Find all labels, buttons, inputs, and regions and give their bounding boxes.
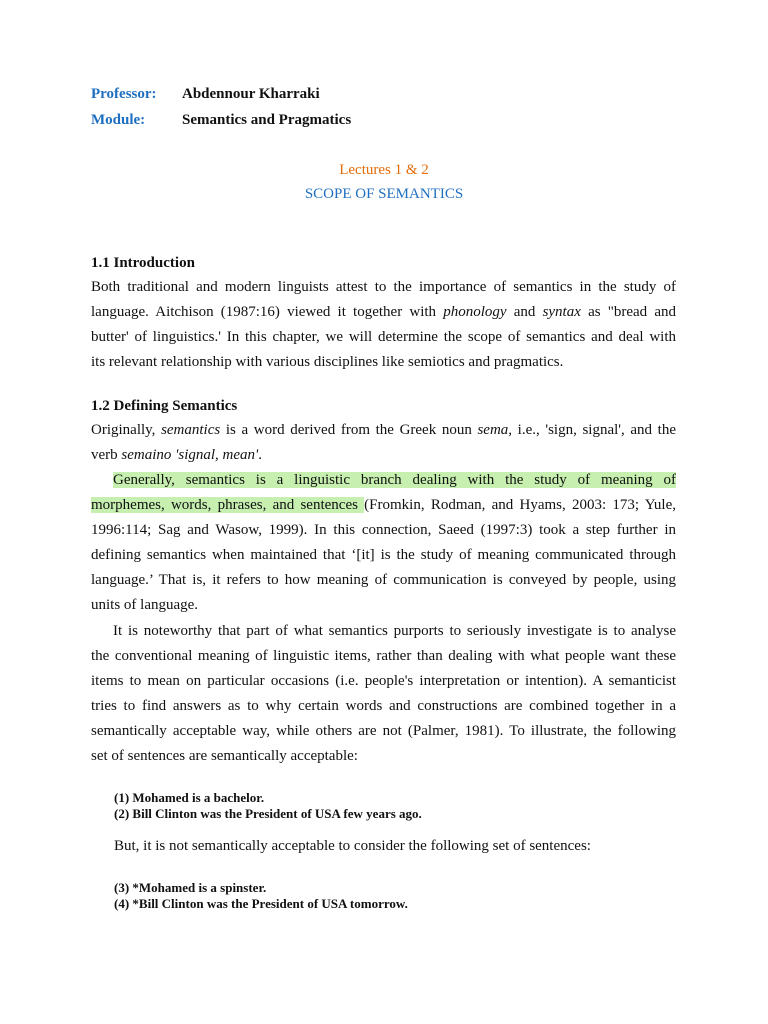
def-p2-line-3: 1996:114; Sag and Wasow, 1999). In this connection, Saeed (1997:3) took a step further in: [91, 522, 676, 538]
transition-sentence: But, it is not semantically acceptable to consider the following set of sentences:: [114, 838, 591, 854]
def-p3-line-3: items to mean on particular occasions (i.e. people's interpretation or intention). A semanticist: [91, 673, 676, 689]
def-p1-line-2: verb semaino 'signal, mean'.: [91, 447, 262, 463]
defining-paragraph-1: [91, 418, 676, 468]
module-label: Module:: [91, 112, 146, 128]
lecture-number: Lectures 1 & 2: [339, 162, 429, 178]
highlighted-definition-1: Generally, semantics is a linguistic branch dealing with the study of meaning of: [113, 472, 676, 488]
introduction-paragraph: [91, 275, 676, 375]
unacceptable-examples: [114, 880, 408, 912]
section-heading-defining-semantics: 1.2 Defining Semantics: [91, 398, 238, 414]
module-row: [91, 112, 351, 129]
lecture-title: SCOPE OF SEMANTICS: [304, 186, 464, 202]
example-3: (3) *Mohamed is a spinster.: [114, 880, 267, 895]
def-p2-line-6: units of language.: [91, 597, 199, 613]
intro-line-3: butter' of linguistics.' In this chapter, we will determine the scope of semantics and deal with: [91, 329, 676, 345]
defining-paragraph-3: [91, 619, 676, 769]
def-p2-line-4: defining semantics when maintained that ‘[it] is the study of meaning communicated through: [91, 547, 676, 563]
professor-name: Abdennour Kharraki: [182, 86, 320, 102]
highlighted-definition-2: morphemes, words, phrases, and sentences: [91, 497, 365, 513]
def-p3-line-6: set of sentences are semantically acceptable:: [91, 748, 358, 764]
def-p2-line-5: language.’ That is, it refers to how meaning of communication is conveyed by people, using: [91, 572, 676, 588]
def-p2-line-1: [91, 468, 676, 493]
section-heading-introduction: 1.1 Introduction: [91, 255, 195, 271]
example-4: (4) *Bill Clinton was the President of USA tomorrow.: [114, 896, 408, 911]
module-name: Semantics and Pragmatics: [182, 112, 352, 128]
intro-line-1: Both traditional and modern linguists attest to the importance of semantics in the study of: [91, 279, 676, 295]
example-2: (2) Bill Clinton was the President of USA few years ago.: [114, 806, 422, 821]
def-p1-line-1: Originally, semantics is a word derived from the Greek noun sema, i.e., 'sign, signal', and the: [91, 422, 676, 438]
defining-paragraph-2: [91, 468, 676, 618]
def-p3-line-2: the conventional meaning of linguistic items, rather than dealing with what people want these: [91, 648, 676, 664]
example-1: (1) Mohamed is a bachelor.: [114, 790, 265, 805]
professor-label: Professor:: [91, 86, 157, 102]
def-p3-line-1: It is noteworthy that part of what semantics purports to seriously investigate is to analyse: [113, 623, 676, 639]
intro-line-2: language. Aitchison (1987:16) viewed it together with phonology and syntax as "bread and: [91, 304, 676, 320]
def-p2-line-2: morphemes, words, phrases, and sentences (Fromkin, Rodman, and Hyams, 2003: 173; Yule,: [91, 497, 676, 513]
def-p3-line-4: tries to find answers as to why certain words and constructions are combined together in a: [91, 698, 676, 714]
professor-row: [91, 86, 320, 103]
acceptable-examples: [114, 790, 422, 822]
intro-line-4: its relevant relationship with various disciplines like semiotics and pragmatics.: [91, 354, 564, 370]
def-p3-line-5: semantically acceptable way, while others are not (Palmer, 1981). To illustrate, the following: [91, 723, 676, 739]
